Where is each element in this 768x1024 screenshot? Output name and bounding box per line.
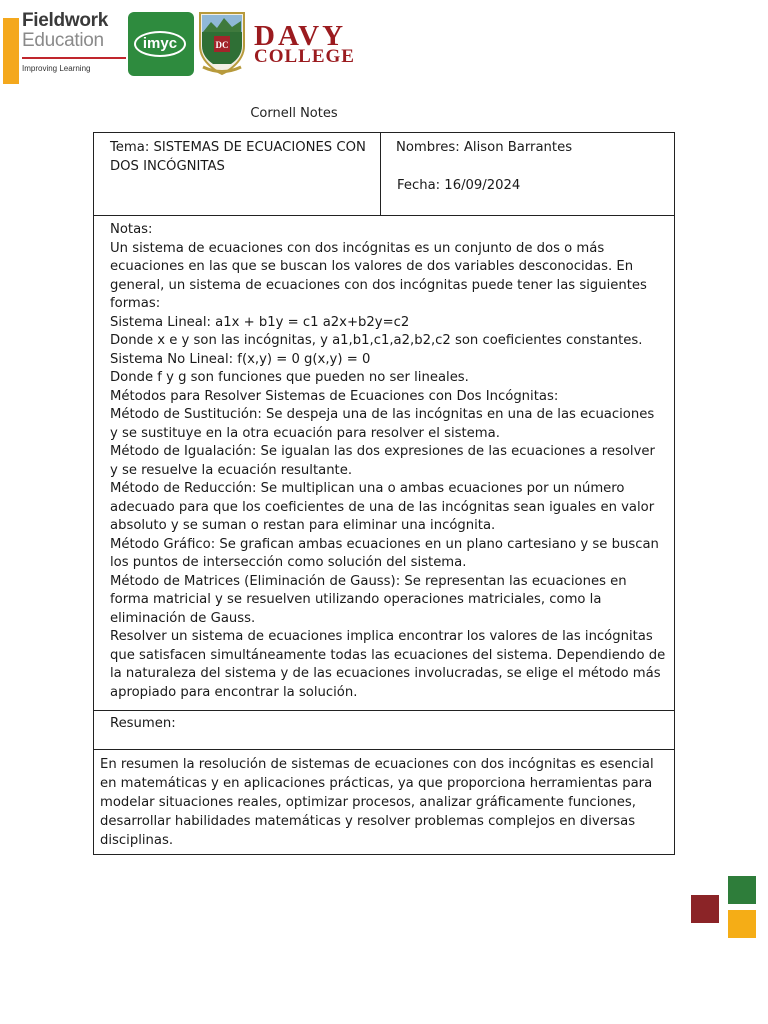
summary-top-rule (94, 710, 674, 711)
imyc-logo-text: imyc (134, 31, 186, 57)
notes-section (110, 221, 666, 702)
notes-paragraph: Donde x e y son las incógnitas, y a1,b1,c1,a2,b2,c2 son coeficientes constantes. (110, 333, 643, 348)
notes-paragraph: Método de Reducción: Se multiplican una o ambas ecuaciones por un número adecuado para que los coeficientes de una de las incógnitas sean iguales en valor absoluto y se suman o restan para eliminar una incógnita. (110, 481, 655, 533)
notes-paragraph: Resolver un sistema de ecuaciones implica encontrar los valores de las incógnitas que satisfacen simultáneamente todas las ecuaciones del sistema. Dependiendo de la naturaleza del sistema y de las ecuaciones involucradas, se elige el método más apropiado para encontrar la solución. (110, 629, 666, 700)
notes-label: Notas: (110, 222, 153, 237)
names-field: Nombres: Alison Barrantes (396, 140, 573, 155)
fieldwork-accent-bar (3, 18, 19, 84)
davy-logo-line2: COLLEGE (254, 46, 355, 67)
cornell-notes-frame (93, 132, 675, 855)
date-field: Fecha: 16/09/2024 (397, 178, 521, 193)
imyc-logo (128, 12, 194, 76)
notes-paragraph: Sistema Lineal: a1x + b1y = c1 a2x+b2y=c2 (110, 314, 410, 330)
notes-paragraph: Métodos para Resolver Sistemas de Ecuaciones con Dos Incógnitas: (110, 388, 559, 404)
decor-square-green (728, 876, 756, 904)
notes-paragraph: Un sistema de ecuaciones con dos incógnitas es un conjunto de dos o más ecuaciones en las que se buscan los valores de dos variables desconocidas. En general, un sistema de ecuaciones con dos incógnitas puede tener las siguientes formas: (110, 240, 647, 311)
fieldwork-education-logo (22, 10, 128, 80)
svg-text:DC: DC (215, 40, 229, 50)
notes-paragraph: Método de Igualación: Se igualan las dos expresiones de las ecuaciones a resolver y se resuelve la ecuación resultante. (110, 444, 655, 478)
notes-paragraph: Método Gráfico: Se grafican ambas ecuaciones en un plano cartesiano y se buscan los puntos de intersección como solución del sistema. (110, 536, 659, 570)
notes-paragraph: Método de Sustitución: Se despeja una de las incógnitas en una de las ecuaciones y se sustituye en la otra ecuación para resolver el sistema. (110, 407, 655, 441)
notes-paragraph: Donde f y g son funciones que pueden no ser lineales. (110, 370, 469, 385)
decor-square-red (691, 895, 719, 923)
page-title: Cornell Notes (250, 106, 338, 121)
decor-square-yellow (728, 910, 756, 938)
fieldwork-logo-rule (22, 57, 126, 59)
davy-logo-line1: DAVY (254, 20, 347, 52)
logo-bar (0, 8, 768, 80)
summary-text-rule (94, 749, 674, 750)
notes-paragraph: Sistema No Lineal: f(x,y) = 0 g(x,y) = 0 (110, 351, 371, 367)
fieldwork-logo-line2: Education (22, 30, 104, 51)
topic-field: Tema: SISTEMAS DE ECUACIONES CON DOS INCÓGNITAS (110, 140, 366, 174)
fieldwork-logo-line1: Fieldwork (22, 10, 108, 31)
notes-paragraph: Método de Matrices (Eliminación de Gauss): Se representan las ecuaciones en forma matricial y se resuelven utilizando operaciones matriciales, como la eliminación de Gauss. (110, 573, 627, 626)
summary-label: Resumen: (110, 716, 176, 731)
fieldwork-logo-tagline: Improving Learning (22, 64, 91, 73)
davy-college-crest-icon (197, 10, 247, 78)
notes-top-rule (94, 215, 674, 216)
top-row-divider (380, 133, 381, 215)
summary-text: En resumen la resolución de sistemas de ecuaciones con dos incógnitas es esencial en matemáticas y en aplicaciones prácticas, ya que proporciona herramientas para modelar situaciones reales, optimizar procesos, analizar gráficamente funciones, desarrollar habilidades matemáticas y resolver problemas complejos en diversas disciplinas. (100, 757, 654, 848)
